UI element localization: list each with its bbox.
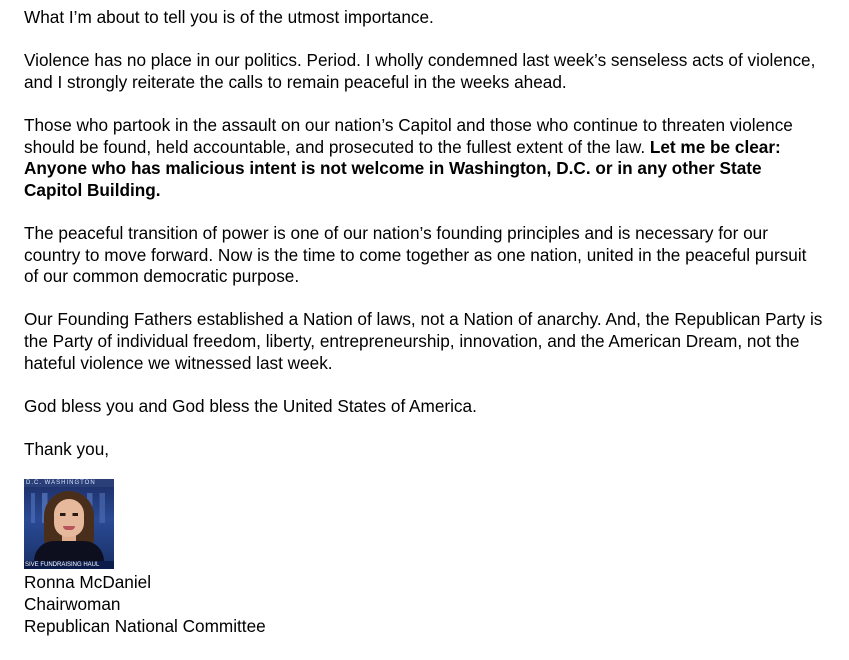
signature-organization: Republican National Committee — [24, 615, 266, 636]
closing-line: Thank you, — [24, 438, 110, 459]
signature-title: Chairwoman — [24, 594, 121, 615]
photo-banner-text: D.C. WASHINGTON — [24, 479, 114, 487]
paragraph-transition — [24, 223, 824, 288]
paragraph-blessing — [24, 396, 824, 418]
letter-body — [24, 7, 824, 637]
paragraph-text: Those who partook in the assault on our nation’s Capitol and those who continue to threaten violence should be found, held accountable, and prosecuted to the fullest extent of the law. — [24, 114, 793, 157]
paragraph-violence — [24, 50, 824, 93]
signature-photo — [24, 479, 114, 569]
photo-face — [54, 499, 84, 537]
paragraph-text: Violence has no place in our politics. Period. I wholly condemned last week’s senseless acts of violence, and I strongly reiterate the calls to remain peaceful in the weeks ahead. — [24, 50, 816, 92]
paragraph-text: Our Founding Fathers established a Nation of laws, not a Nation of anarchy. And, the Republican Party is the Party of individual freedom, liberty, entrepreneurship, innovation, and the American Dream, not the hateful violence we witnessed last week. — [24, 309, 823, 373]
paragraph-intro — [24, 7, 824, 29]
paragraph-text: The peaceful transition of power is one of our nation’s founding principles and is necessary for our country to move forward. Now is the time to come together as one nation, united in the peaceful pursuit of our common democratic purpose. — [24, 222, 807, 287]
photo-ticker-text: SIVE FUNDRAISING HAUL — [24, 561, 114, 569]
paragraph-bold-text: Let me be clear: Anyone who has malicious intent is not welcome in Washington, D.C. or in any other State Capitol Building. — [24, 136, 781, 200]
paragraph-text: What I’m about to tell you is of the utmost importance. — [24, 7, 434, 27]
paragraph-accountability — [24, 115, 824, 201]
photo-eyes — [60, 513, 78, 516]
paragraph-text: God bless you and God bless the United States of America. — [24, 395, 477, 416]
paragraph-founding-fathers — [24, 309, 824, 374]
signature-name: Ronna McDaniel — [24, 572, 152, 593]
